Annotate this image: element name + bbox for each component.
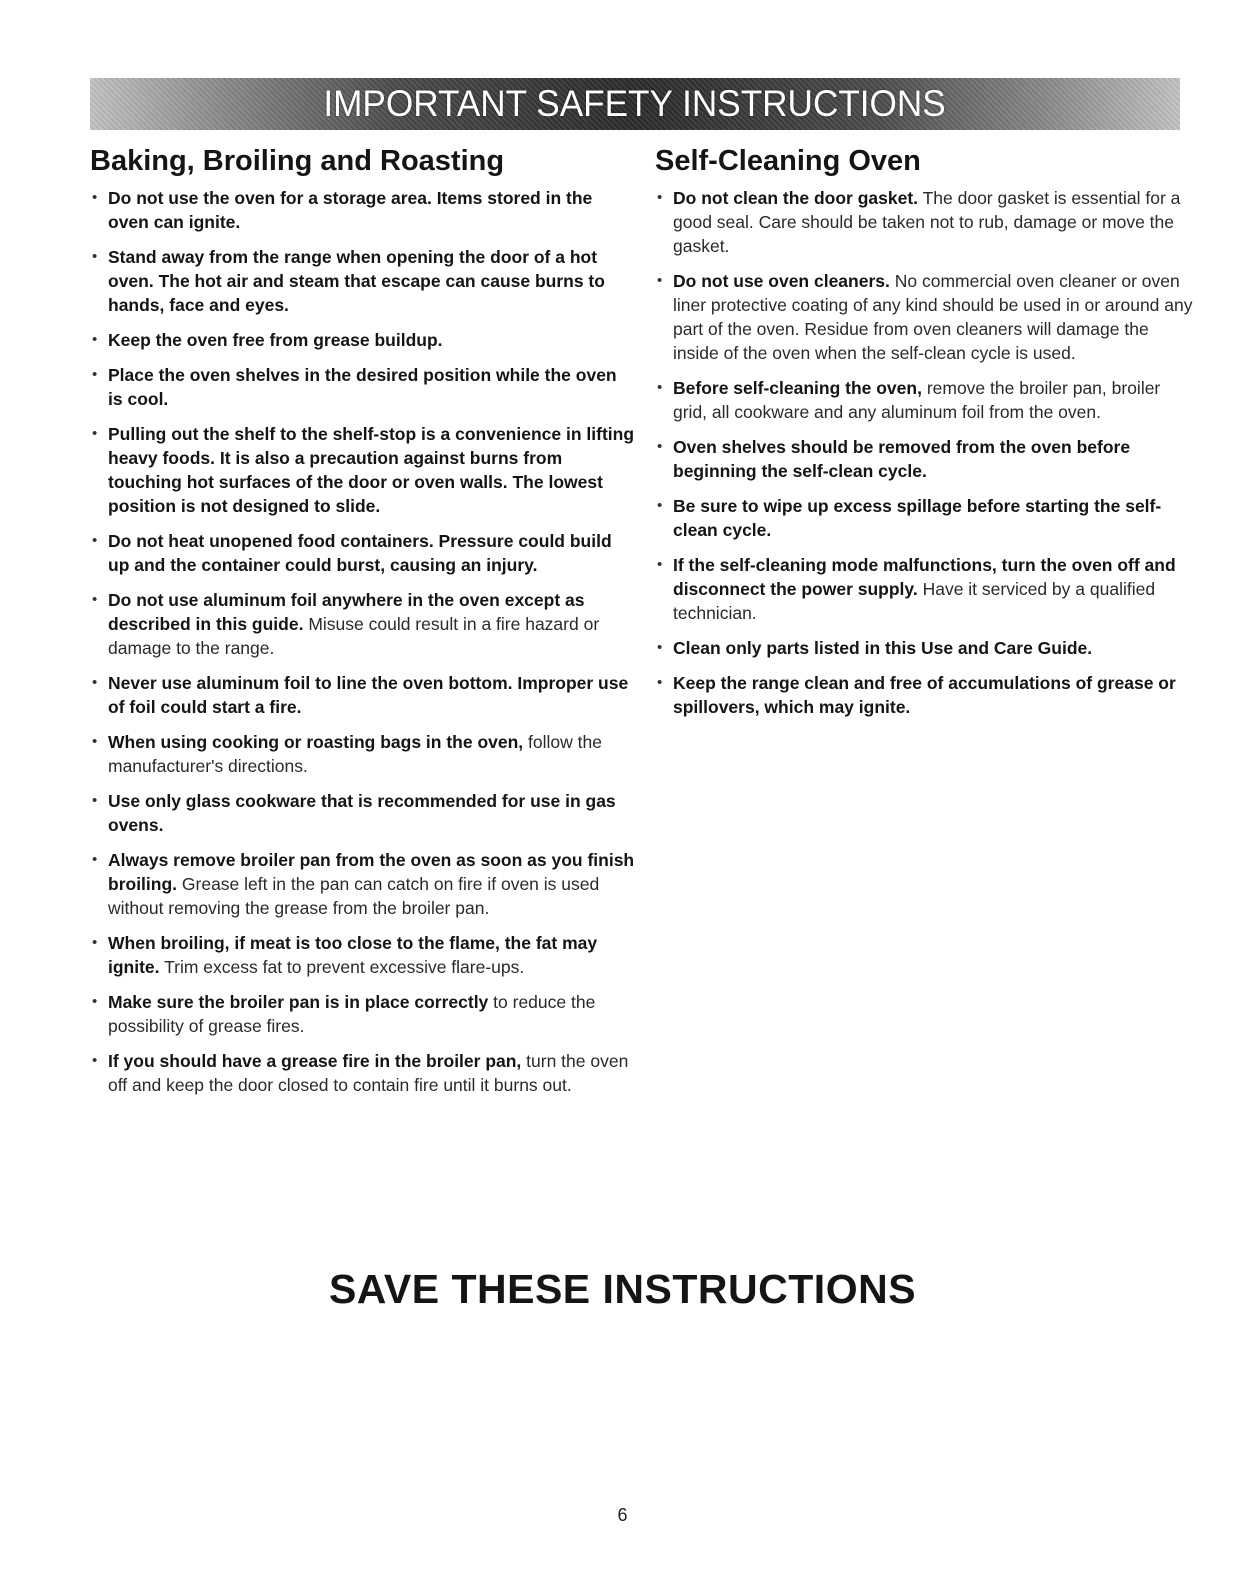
list-item: • When broiling, if meat is too close to the flame, the fat may ignite. Trim excess fat to prevent excessive flare-ups.	[90, 931, 635, 979]
list-item: • If you should have a grease fire in the broiler pan, turn the oven off and keep the door closed to contain fire until it burns out.	[90, 1049, 635, 1097]
instruction-list	[90, 186, 635, 1097]
list-item: • Always remove broiler pan from the oven as soon as you finish broiling. Grease left in the pan can catch on fire if oven is used without removing the grease from the broiler pan.	[90, 848, 635, 920]
list-item: • Before self-cleaning the oven, remove the broiler pan, broiler grid, all cookware and any aluminum foil from the oven.	[655, 376, 1195, 424]
list-item: • Clean only parts listed in this Use and Care Guide.	[655, 636, 1195, 660]
list-item: • Be sure to wipe up excess spillage before starting the self-clean cycle.	[655, 494, 1195, 542]
page-number: 6	[617, 1505, 628, 1525]
section-heading: Self-Cleaning Oven	[655, 145, 921, 177]
section-heading: Baking, Broiling and Roasting	[90, 145, 505, 177]
list-item: • If the self-cleaning mode malfunctions, turn the oven off and disconnect the power supply. Have it serviced by a qualified technician.	[655, 553, 1195, 625]
list-item: • Keep the range clean and free of accumulations of grease or spillovers, which may ignite.	[655, 671, 1195, 719]
list-item: • Oven shelves should be removed from the oven before beginning the self-clean cycle.	[655, 435, 1195, 483]
save-instructions-title: SAVE THESE INSTRUCTIONS	[328, 1266, 917, 1312]
list-item: • Use only glass cookware that is recommended for use in gas ovens.	[90, 789, 635, 837]
instruction-list	[655, 186, 1195, 719]
banner-title: IMPORTANT SAFETY INSTRUCTIONS	[323, 83, 947, 124]
list-item: • Do not clean the door gasket. The door gasket is essential for a good seal. Care should be taken not to rub, damage or move the gasket.	[655, 186, 1195, 258]
list-item: • Never use aluminum foil to line the oven bottom. Improper use of foil could start a fire.	[90, 671, 635, 719]
list-item: • Do not use aluminum foil anywhere in the oven except as described in this guide. Misuse could result in a fire hazard or damage to the range.	[90, 588, 635, 660]
list-item: • Pulling out the shelf to the shelf-stop is a convenience in lifting heavy foods. It is also a precaution against burns from touching hot surfaces of the door or oven walls. The lowest position is not designed to slide.	[90, 422, 635, 518]
list-item: • When using cooking or roasting bags in the oven, follow the manufacturer's directions.	[90, 730, 635, 778]
list-item: • Do not heat unopened food containers. Pressure could build up and the container could burst, causing an injury.	[90, 529, 635, 577]
baking-broiling-section	[90, 145, 635, 1108]
list-item: • Make sure the broiler pan is in place correctly to reduce the possibility of grease fires.	[90, 990, 635, 1038]
list-item: • Do not use oven cleaners. No commercial oven cleaner or oven liner protective coating of any kind should be used in or around any part of the oven. Residue from oven cleaners will damage the inside of the oven when the self-clean cycle is used.	[655, 269, 1195, 365]
list-item: • Place the oven shelves in the desired position while the oven is cool.	[90, 363, 635, 411]
list-item: • Keep the oven free from grease buildup.	[90, 328, 635, 352]
self-cleaning-section	[655, 145, 1195, 730]
list-item: • Do not use the oven for a storage area. Items stored in the oven can ignite.	[90, 186, 635, 234]
safety-banner	[90, 78, 1180, 130]
list-item: • Stand away from the range when opening the door of a hot oven. The hot air and steam that escape can cause burns to hands, face and eyes.	[90, 245, 635, 317]
